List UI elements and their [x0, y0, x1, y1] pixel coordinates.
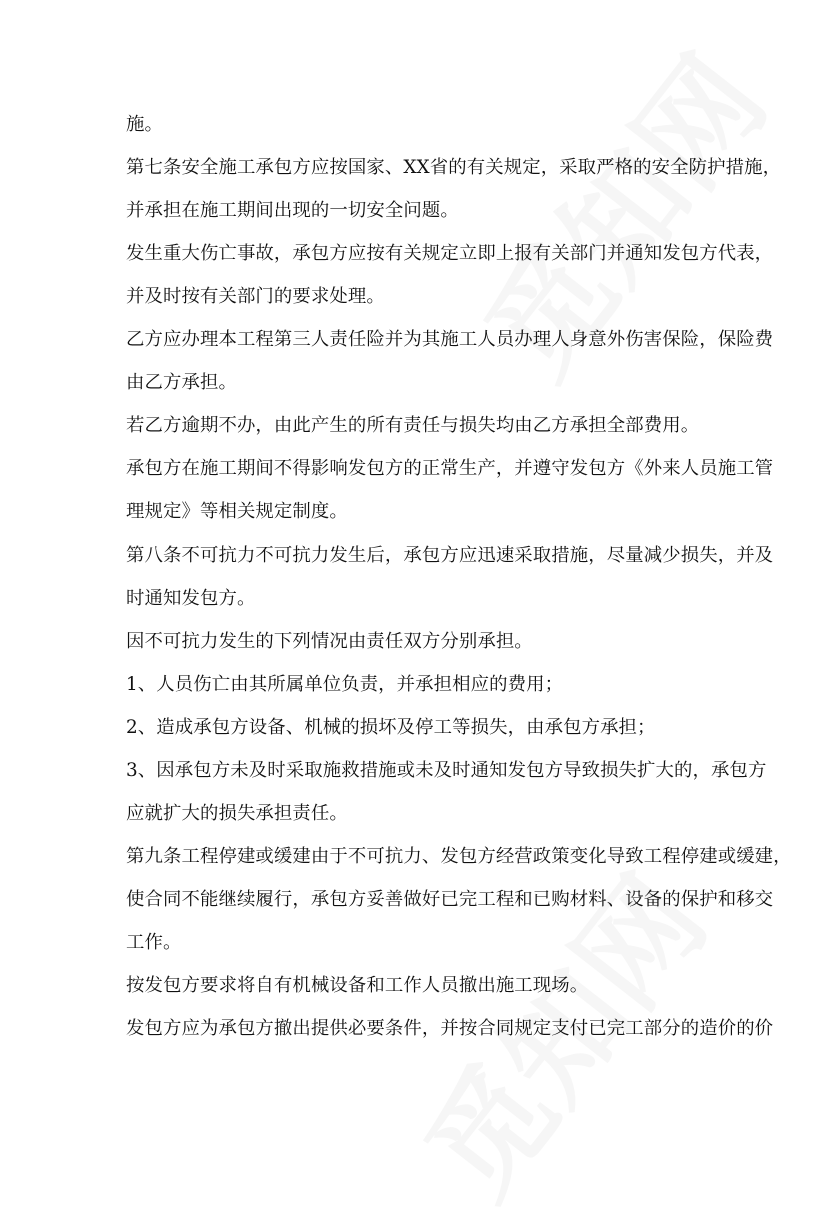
text-line: 由乙方承担。 — [126, 372, 237, 393]
text-line: 3、因承包方未及时采取施救措施或未及时通知发包方导致损失扩大的，承包方 — [126, 760, 767, 781]
text-line: 第七条安全施工承包方应按国家、XX省的有关规定，采取严格的安全防护措施， — [126, 157, 782, 178]
text-line: 因不可抗力发生的下列情况由责任双方分别承担。 — [126, 631, 533, 652]
text-line: 第八条不可抗力不可抗力发生后，承包方应迅速采取措施，尽量减少损失，并及 — [126, 545, 774, 566]
text-line: 应就扩大的损失承担责任。 — [126, 803, 348, 824]
text-line: 第九条工程停建或缓建由于不可抗力、发包方经营政策变化导致工程停建或缓建， — [126, 846, 792, 867]
text-line: 施。 — [126, 114, 163, 135]
text-line: 发生重大伤亡事故，承包方应按有关规定立即上报有关部门并通知发包方代表， — [126, 243, 774, 264]
text-line: 使合同不能继续履行，承包方妥善做好已完工程和已购材料、设备的保护和移交 — [126, 889, 774, 910]
text-line: 时通知发包方。 — [126, 588, 256, 609]
text-line: 理规定》等相关规定制度。 — [126, 501, 348, 522]
text-line: 发包方应为承包方撤出提供必要条件，并按合同规定支付已完工部分的造价的价 — [126, 1018, 774, 1039]
text-line: 2、造成承包方设备、机械的损坏及停工等损失，由承包方承担； — [126, 717, 656, 738]
text-line: 并及时按有关部门的要求处理。 — [126, 286, 385, 307]
text-line: 1、人员伤亡由其所属单位负责，并承担相应的费用； — [126, 674, 564, 695]
text-line: 并承担在施工期间出现的一切安全问题。 — [126, 200, 459, 221]
text-line: 若乙方逾期不办，由此产生的所有责任与损失均由乙方承担全部费用。 — [126, 415, 700, 436]
text-line: 按发包方要求将自有机械设备和工作人员撤出施工现场。 — [126, 975, 589, 996]
text-line: 工作。 — [126, 932, 182, 953]
text-line: 承包方在施工期间不得影响发包方的正常生产，并遵守发包方《外来人员施工管 — [126, 458, 774, 479]
text-line: 乙方应办理本工程第三人责任险并为其施工人员办理人身意外伤害保险，保险费 — [126, 329, 774, 350]
